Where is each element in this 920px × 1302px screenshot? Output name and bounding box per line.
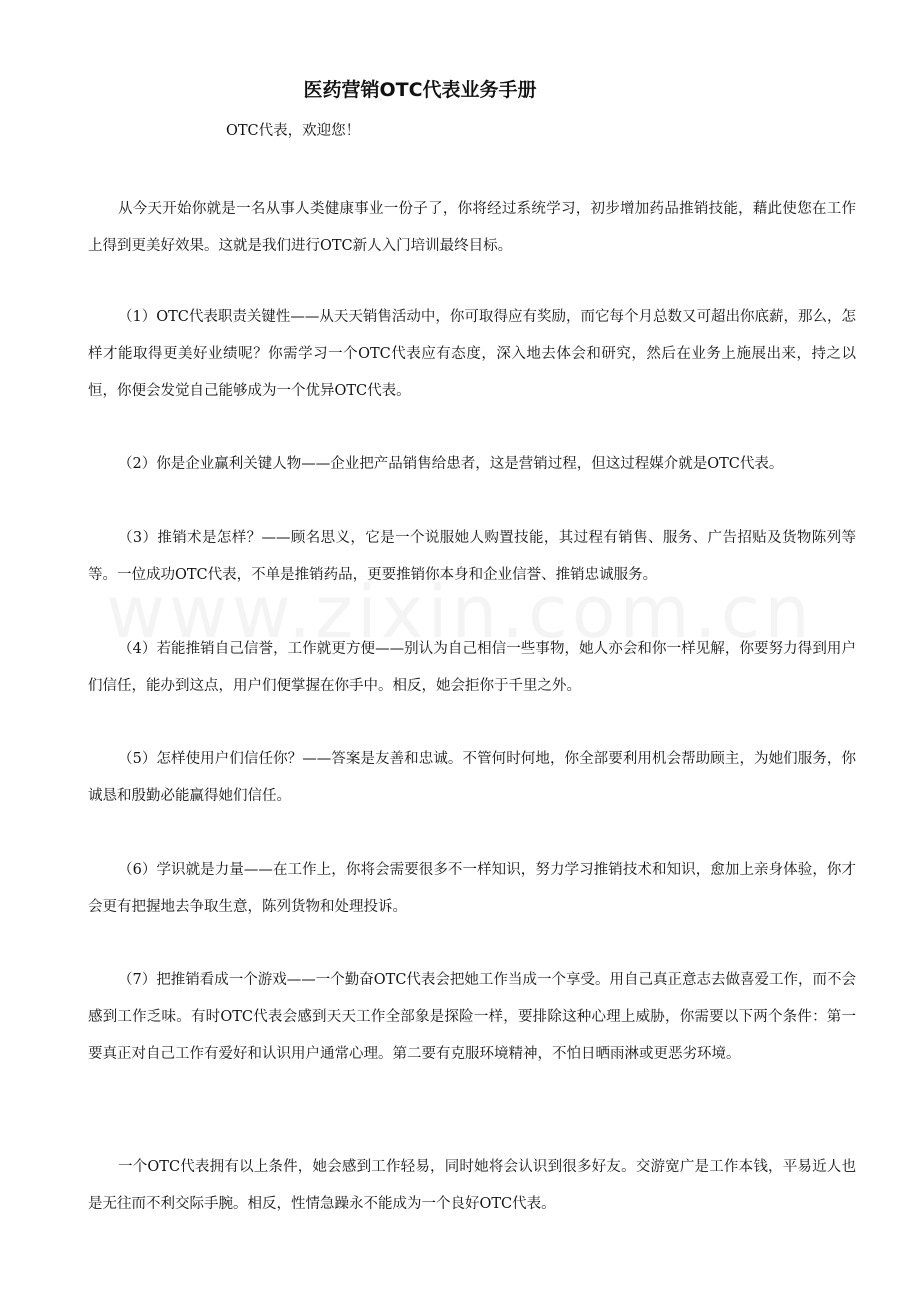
- document-title: 医药营销OTC代表业务手册: [303, 79, 537, 101]
- closing-paragraph: 一个OTC代表拥有以上条件，她会感到工作轻易，同时她将会认识到很多好友。交游宽广是工作本钱，平易近人也是无往而不利交际手腕。相反，性情急躁永不能成为一个良好OTC代表。: [88, 1159, 856, 1212]
- paragraph-2-key-person: （2）你是企业赢利关键人物——企业把产品销售给患者，这是营销过程，但这过程媒介就是OTC代表。: [118, 456, 784, 472]
- greeting-line: OTC代表，欢迎您！: [226, 123, 361, 139]
- paragraph-1-otc-role-importance: （1）OTC代表职责关键性——从天天销售活动中，你可取得应有奖励，而它每个月总数又可超出你底薪，那么，怎样才能取得更美好业绩呢？你需学习一个OTC代表应有态度，深入地去体会和研究，然后在业务上施展出来，持之以恒，你便会发觉自己能够成为一个优异OTC代表。: [88, 309, 856, 399]
- paragraph-5-customer-trust: （5）怎样使用户们信任你？——答案是友善和忠诚。不管何时何地，你全部要利用机会帮助顾主，为她们服务，你诚恳和殷勤必能赢得她们信任。: [88, 751, 856, 804]
- paragraph-3-sales-technique: （3）推销术是怎样？——顾名思义，它是一个说服她人购置技能，其过程有销售、服务、广告招贴及货物陈列等等。一位成功OTC代表，不单是推销药品，更要推销你本身和企业信誉、推销忠诚服务。: [88, 530, 856, 583]
- paragraph-6-knowledge-power: （6）学识就是力量——在工作上，你将会需要很多不一样知识，努力学习推销技术和知识，愈加上亲身体验，你才会更有把握地去争取生意，陈列货物和处理投诉。: [88, 862, 856, 915]
- intro-paragraph: 从今天开始你就是一名从事人类健康事业一份子了，你将经过系统学习，初步增加药品推销技能，藉此使您在工作上得到更美好效果。这就是我们进行OTC新人入门培训最终目标。: [88, 201, 856, 254]
- paragraph-7-sales-as-game: （7）把推销看成一个游戏——一个勤奋OTC代表会把她工作当成一个享受。用自己真正意志去做喜爱工作，而不会感到工作乏味。有时OTC代表会感到天天工作全部象是探险一样，要排除这种心理上威胁，你需要以下两个条件：第一要真正对自己工作有爱好和认识用户通常心理。第二要有克服环境精神，不怕日晒雨淋或更恶劣环境。: [88, 972, 856, 1062]
- paragraph-4-self-credibility: （4）若能推销自己信誉，工作就更方便——别认为自己相信一些事物，她人亦会和你一样见解，你要努力得到用户们信任，能办到这点，用户们便掌握在你手中。相反，她会拒你于千里之外。: [88, 641, 856, 694]
